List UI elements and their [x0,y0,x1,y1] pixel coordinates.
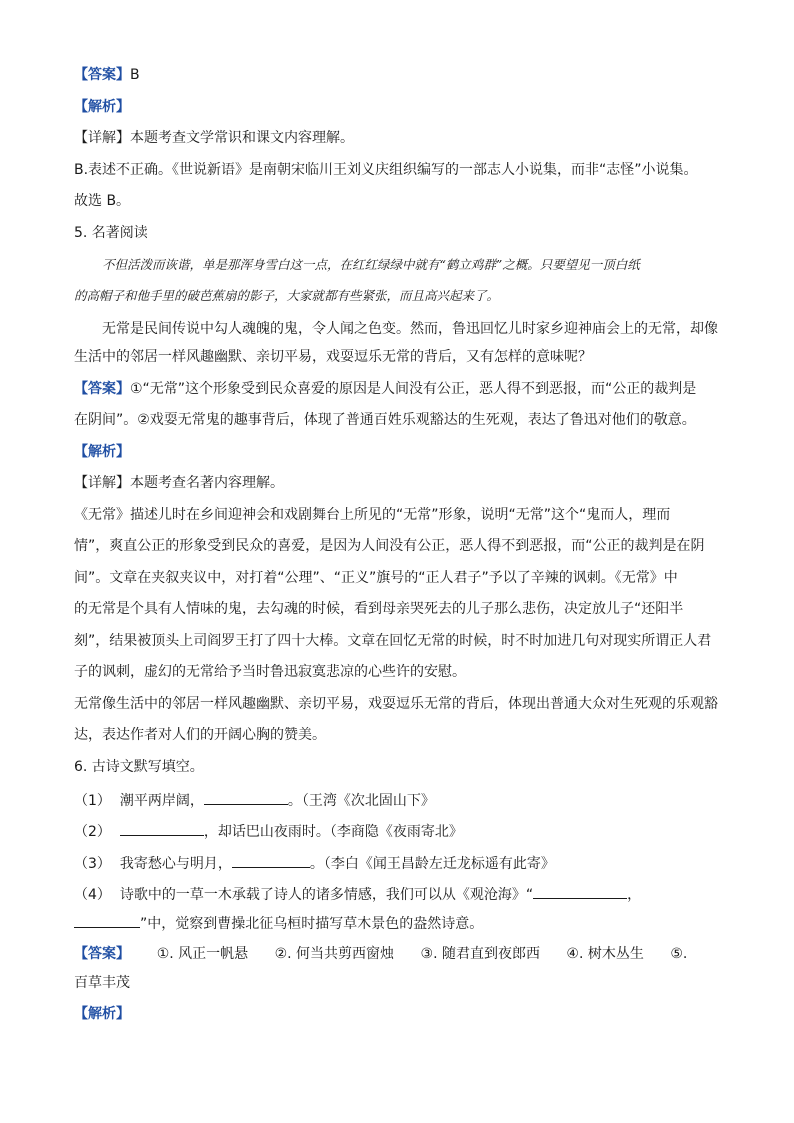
analysis-tag: 【解析】 [74,1006,130,1022]
q5-explanation-line: 间”。文章在夹叙夹议中，对打着“公理”、“正义”旗号的“正人君子”予以了辛辣的讽刺。《无常》中 [74,570,678,586]
answer-item: ①. 风正一帆悬 [156,946,249,962]
q5-answer-cont: 在阴间”。②戏耍无常鬼的趣事背后，体现了普通百姓乐观豁达的生死观，表达了鲁迅对他们的敬意。 [74,412,696,428]
q5-explanation-line: 无常像生活中的邻居一样风趣幽默、亲切平易，戏耍逗乐无常的背后，体现出普通大众对生死观的乐观豁 [74,696,718,712]
fill-blank [232,853,310,868]
answer-tag: 【答案】 [74,67,130,83]
item-number: （4） [74,887,111,903]
analysis-tag: 【解析】 [74,444,130,460]
answer-item: ③. 随君直到夜郎西 [420,946,540,962]
q6-item-1 [74,790,435,810]
item-number: （3） [74,856,111,872]
analysis-tag: 【解析】 [74,99,130,115]
q4-detail: 【详解】本题考查文学常识和课文内容理解。 [74,130,354,146]
answer-item: ④. 树木丛生 [566,946,644,962]
q6-item-3 [74,853,555,873]
item-text: 我寄愁心与明月， [119,856,232,872]
item-number: （1） [74,793,111,809]
q4-conclusion: 故选 B。 [74,193,131,209]
item-text: 潮平两岸阔， [119,793,204,809]
q6-item-4 [74,884,641,904]
q5-prompt: 生活中的邻居一样风趣幽默、亲切平易，戏耍逗乐无常的背后，又有怎样的意味呢？ [74,349,592,365]
q4-explanation: B.表述不正确。《世说新语》是南朝宋临川王刘义庆组织编写的一部志人小说集，而非“志怪”小说集。 [74,162,698,178]
q6-item-4-cont [74,913,483,933]
q5-quote-line: 不但活泼而诙谐，单是那浑身雪白这一点，在红红绿绿中就有“鹤立鸡群”之概。只要望见一顶白纸 [102,257,640,272]
item-text: 诗歌中的一草一木承载了诗人的诸多情感，我们可以从《观沧海》“ [119,887,534,903]
q5-title: 5. 名著阅读 [74,225,148,241]
fill-blank [533,884,627,899]
fill-blank [74,913,140,928]
q5-detail: 【详解】本题考查名著内容理解。 [74,475,284,491]
q6-answer-cont: 百草丰茂 [74,975,130,991]
q5-explanation-line: 达，表达作者对人们的开阔心胸的赞美。 [74,727,326,743]
q5-explanation-line: 情”，爽直公正的形象受到民众的喜爱，是因为人间没有公正，恶人得不到恶报，而“公正的裁判是在阴 [74,538,705,554]
q6-title: 6. 古诗文默写填空。 [74,759,204,775]
q5-prompt: 无常是民间传说中勾人魂魄的鬼，令人闻之色变。然而，鲁迅回忆儿时家乡迎神庙会上的无常，却像 [102,321,718,337]
item-text: 。（王湾《次北固山下》 [287,793,435,809]
answer-item: ⑤. [670,946,688,962]
answer-tag: 【答案】 [74,946,130,962]
q5-explanation-line: 《无常》描述儿时在乡间迎神会和戏剧舞台上所见的“无常”形象，说明“无常”这个“鬼而人，理而 [74,507,671,523]
q5-answer [74,380,696,398]
q5-explanation-line: 刻”，结果被顶头上司阎罗王打了四十大棒。文章在回忆无常的时候，时不时加进几句对现实所谓正人君 [74,633,712,649]
item-number: （2） [74,824,111,840]
answer-item: ②. 何当共剪西窗烛 [274,946,395,962]
q5-explanation-line: 的无常是个具有人情味的鬼，去勾魂的时候，看到母亲哭死去的儿子那么悲伤，决定放儿子“还阳半 [74,601,684,617]
item-text: ”中，觉察到曹操北征乌桓时描写草木景色的盎然诗意。 [140,916,484,932]
item-text: ， [627,887,642,903]
q6-answer [74,945,687,963]
q5-explanation-line: 子的讽刺，虚幻的无常给予当时鲁迅寂寞悲凉的心些许的安慰。 [74,664,466,680]
answer-tag: 【答案】 [74,381,130,397]
q6-item-2 [74,821,463,841]
q5-quote-line: 的高帽子和他手里的破芭蕉扇的影子，大家就都有些紧张，而且高兴起来了。 [74,288,500,303]
item-text: 。（李白《闻王昌龄左迁龙标遥有此寄》 [309,856,555,872]
item-text: ，却话巴山夜雨时。（李商隐《夜雨寄北》 [203,824,463,840]
answer-text: ①“无常”这个形象受到民众喜爱的原因是人间没有公正，恶人得不到恶报，而“公正的裁判是 [130,381,697,397]
fill-blank [120,821,204,836]
fill-blank [204,790,288,805]
answer-value: B [130,67,140,83]
q4-answer [74,66,140,84]
